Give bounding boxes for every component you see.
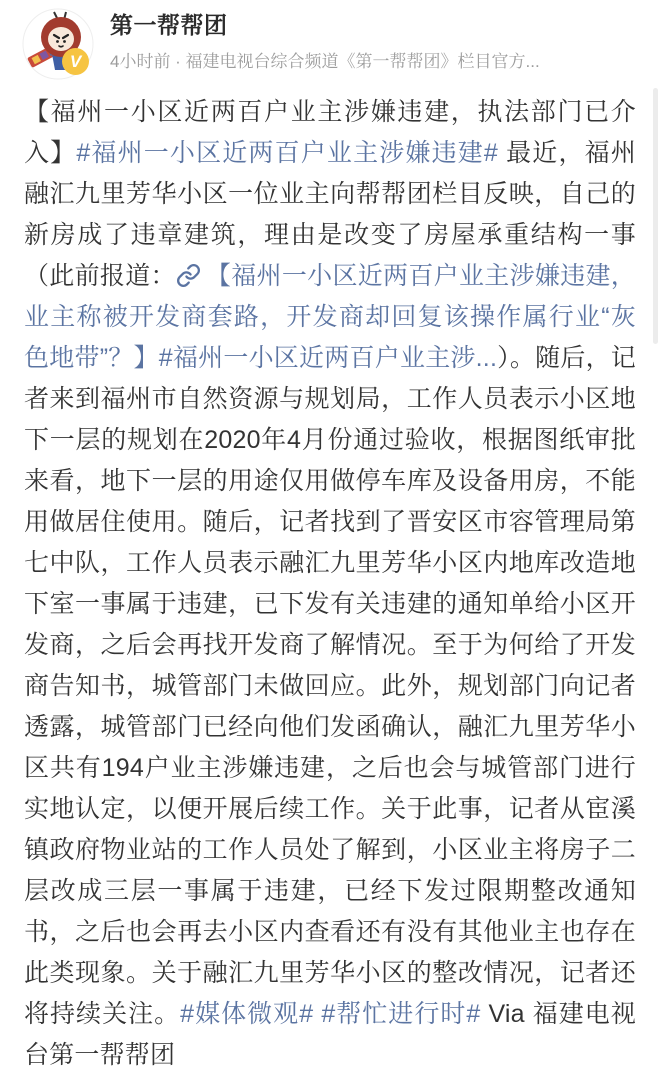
- post-meta: 4小时前 · 福建电视台综合频道《第一帮帮团》栏目官方...: [110, 52, 540, 71]
- link-icon: [176, 263, 201, 288]
- post-text-segment: Via 福建电视台第一帮帮团: [24, 1000, 637, 1069]
- header-text: [110, 8, 540, 72]
- post-text-segment: 最近，福州融汇九里芳华小区一位业主向帮帮团栏目反映，自己的新房成了违章建筑，理由是改变了房屋承重结构一事（此前报道：: [24, 139, 636, 290]
- hashtag-link[interactable]: #福州一小区近两百户业主涉嫌违建#: [76, 139, 499, 167]
- post-text-segment: ）。随后，记者来到福州市自然资源与规划局，工作人员表示小区地下一层的规划在2020年4月份通过验收，根据图纸审批来看，地下一层的用途仅用做停车库及设备用房，不能用做居住使用。随后，记者找到了晋安区市容管理局第七中队，工作人员表示融汇九里芳华小区内地库改造地下室一事属于违建，已下发有关违建的通知单给小区开发商，之后会再找开发商了解情况。至于为何给了开发商告知书，城管部门未做回应。此外，规划部门向记者透露，城管部门已经向他们发函确认，融汇九里芳华小区共有194户业主涉嫌违建，之后也会与城管部门进行实地认定，以便开展后续工作。关于此事，记者从宦溪镇政府物业站的工作人员处了解到，小区业主将房子二层改成三层一事属于违建，已经下发过限期整改通知书，之后也会再去小区内查看还有没有其他业主也存在此类现象。关于融汇九里芳华小区的整改情况，记者还将持续关注。: [24, 344, 637, 1028]
- article-link[interactable]: 【福州一小区近两百户业主涉嫌违建，业主称被开发商套路，开发商却回复该操作属行业“灰色地带”？】: [24, 262, 636, 372]
- account-name[interactable]: 第一帮帮团: [110, 12, 228, 38]
- hashtag-link[interactable]: #福州一小区近两百户业主涉...: [158, 344, 498, 372]
- avatar[interactable]: [22, 8, 94, 80]
- scrollbar-thumb[interactable]: [653, 88, 658, 344]
- post-text-segment: 【福州一小区近两百户业主涉嫌违建，执法部门已介入】: [24, 98, 636, 167]
- post-header: [0, 0, 660, 80]
- hashtag-link[interactable]: #媒体微观#: [180, 1000, 314, 1028]
- post-text-segment: [313, 1000, 321, 1028]
- post-body: [0, 80, 660, 1076]
- verified-badge-icon: V: [62, 48, 89, 75]
- hashtag-link[interactable]: #帮忙进行时#: [321, 1000, 481, 1028]
